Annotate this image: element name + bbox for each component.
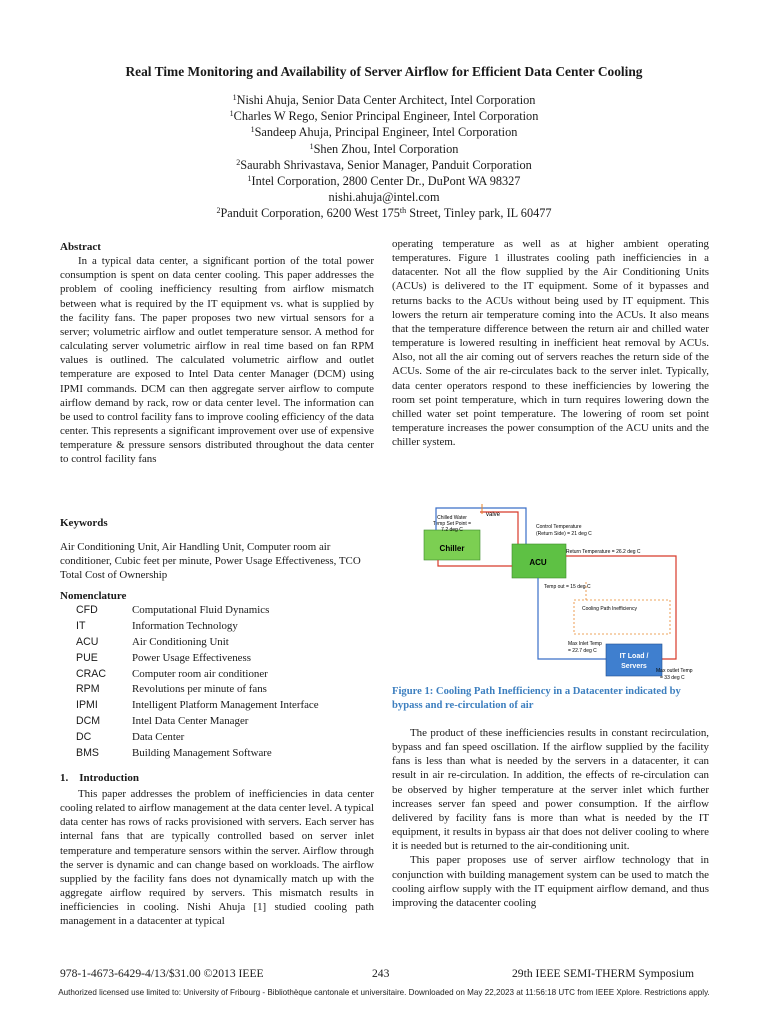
temp-out-label: Temp out = 15 deg C <box>544 584 591 590</box>
footer-conference: 29th IEEE SEMI-THERM Symposium <box>512 967 694 980</box>
keywords-heading: Keywords <box>60 517 108 529</box>
author-line: $^1$Nishi Ahuja, Senior Data Center Architect, Intel Corporation <box>232 93 536 107</box>
chiller-label: Chiller <box>439 544 465 553</box>
email-line: nishi.ahuja@intel.com <box>328 190 440 205</box>
it-load-box <box>606 644 662 676</box>
max-inlet-label-2: = 22.7 deg C <box>568 648 597 654</box>
nomenclature-row: CFD Computational Fluid Dynamics <box>76 604 270 616</box>
introduction-text: This paper addresses the problem of inefficiencies in data center cooling related to airflow management at the data center level. A typical data center has rows of racks provisioned with servers. Each server has internal fans that are typically controlled based on server inlet temperature and temperature sensors within the server. Airflow through the server is dynamic and can change based on workloads. The airflow supplied by the facility fans does not dynamically match up with the aggregate airflow required by servers. This mismatch results in inefficiencies in cooling. Nishi Ahuja [1] studied cooling path management in a datacenter at typical <box>60 788 374 928</box>
valve-label: valve <box>486 512 501 518</box>
nomenclature-row: CRAC Computer room air conditioner <box>76 667 268 680</box>
control-temp-label: Control Temperature <box>536 524 582 530</box>
chiller-return-line <box>438 560 512 566</box>
chilled-water-label-3: 7.2 deg C <box>441 527 463 533</box>
it-load-label-2: Servers <box>621 663 647 670</box>
right-column-lower <box>392 726 709 910</box>
footer-isbn: 978-1-4673-6429-4/13/$31.00 ©2013 IEEE <box>60 967 264 980</box>
nomenclature-row: PUE Power Usage Effectiveness <box>76 651 251 664</box>
figure-caption: Figure 1: Cooling Path Inefficiency in a Datacenter indicated by bypass and re-circulation of air <box>392 686 681 711</box>
introduction-heading: 1. Introduction <box>60 772 139 784</box>
right-column-top <box>392 237 709 449</box>
control-temp-label-2: (Return Side) = 21 deg C <box>536 531 592 537</box>
max-outlet-label-2: = 33 deg C <box>660 675 685 681</box>
return-temp-label: Return Temperature = 26.2 deg C <box>566 549 641 555</box>
keywords-text: Air Conditioning Unit, Air Handling Unit, Computer room air conditioner, Cubic feet per minute, Power Usage Effectiveness, TCO Total Cost of Ownership <box>60 541 361 582</box>
nomenclature-row: BMS Building Management Software <box>76 747 272 760</box>
nomenclature-row: RPM Revolutions per minute of fans <box>76 683 267 696</box>
chilled-water-label-2: Temp Set Point = <box>432 521 472 527</box>
nomenclature-row: DC Data Center <box>76 731 185 744</box>
max-inlet-label: Max Inlet Temp <box>568 641 602 647</box>
author-line: $^1$Charles W Rego, Senior Principal Engineer, Intel Corporation <box>229 109 539 124</box>
affiliation-line-2: $^2$Panduit Corporation, 6200 West 175th Street, Tinley park, IL 60477 <box>216 206 552 221</box>
right-paragraph-2: This paper proposes use of server airflow technology that in conjunction with building management system can be used to match the cooling airflow supply with the IT equipment airflow demand, and thus improving the datacenter cooling <box>392 854 709 909</box>
abstract-heading: Abstract <box>60 241 101 253</box>
it-load-label: IT Load / <box>619 653 649 660</box>
right-top-paragraph: operating temperature as well as at higher ambient operating temperatures. Figure 1 illustrates cooling path inefficiencies in a datacenter. Not all the flow supplied by the Air Conditioning Units (ACUs) is delivered to the IT equipment. Some of it bypasses and returns backs to the ACUs without being used by IT equipment. This lowers the return air temperature coming into the ACUs. It also means that the temperature difference between the return air and chilled water temperature is lowered resulting in inefficient heat removal by ACUs. Also, not all the air coming out of servers reaches the return side of the ACUs. Some of the air re-circulates back to the server inlet. Typically, data center operators respond to these inefficiencies by lowering the room set point temperature, which in turn requires lowering down the chilled water set point temperature. The lowering of room set point temperature increases the power consumption of the ACU units and the chiller system. <box>392 238 709 449</box>
author-line: $^1$Sandeep Ahuja, Principal Engineer, Intel Corporation <box>250 125 518 140</box>
footer-page-number: 243 <box>372 967 390 980</box>
nomenclature-heading: Nomenclature <box>60 590 127 602</box>
author-line: $^2$Saurabh Shrivastava, Senior Manager, Panduit Corporation <box>236 157 532 172</box>
cooling-path-label: Cooling Path Inefficiency <box>582 606 637 612</box>
chilled-water-label: Chilled Water <box>437 515 467 521</box>
figure-cooling-path <box>416 504 716 684</box>
nomenclature-row: IPMI Intelligent Platform Management Interface <box>76 699 319 712</box>
nomenclature-row: DCM Intel Data Center Manager <box>76 715 249 728</box>
affiliation-line: $^1$Intel Corporation, 2800 Center Dr., DuPont WA 98327 <box>247 174 521 189</box>
author-block <box>0 92 768 222</box>
nomenclature-table <box>76 603 392 762</box>
abstract-section <box>60 240 374 467</box>
nomenclature-row: ACU Air Conditioning Unit <box>76 635 229 648</box>
acu-label: ACU <box>529 558 547 567</box>
nomenclature-row: IT Information Technology <box>76 619 238 632</box>
paper-title: Real Time Monitoring and Availability of Server Airflow for Efficient Data Center Cooling <box>125 64 643 79</box>
abstract-text: In a typical data center, a significant portion of the total power consumption is spent on data center cooling. This paper addresses the problem of cooling inefficiency resulting from airflow mismatch between what is required by the IT equipment vs. what is supplied by the facility fans. The paper proposes two new virtual sensors for a server; volumetric airflow and outlet temperature sensor. A method for calculating server volumetric airflow in real time based on fan RPM values is outlined. The calculated volumetric airflow and outlet temperature are exposed to Intel Data center Manager (DCM) using IPMI commands. DCM can then aggregate server airflow to compute airflow demand by rack, row or data center level. The information can be used to control facility fans to improve cooling efficiency of the data center. This represents a significant improvement over use of expensive temperature & pressure sensors distributed throughout the data center to control facility fans <box>60 255 374 466</box>
author-line: $^1$Shen Zhou, Intel Corporation <box>309 141 459 156</box>
license-notice: Authorized licensed use limited to: University of Fribourg - Bibliothèque cantonale et universitaire. Downloaded on May 22,2023 at 11:56:18 UTC from IEEE Xplore. Restrictions apply. <box>58 988 710 997</box>
right-paragraph-1: The product of these inefficiencies results in constant recirculation, bypass and fan speed oscillation. If the airflow supplied by the facility fans is less than what is needed by the servers in a datacenter, it can result in air re-circulation. In addition, the effects of re-circulation can be observed by higher temperature at the server inlet which further increases server fan speed and power consumption. If the airflow delivered by facility fans is more than what is needed by the IT equipment, it results in bypass air that does not deliver cooling to where it is needed but is returned to the air-conditioning unit. <box>392 727 709 853</box>
max-outlet-label: Max outlet Temp <box>656 668 693 674</box>
